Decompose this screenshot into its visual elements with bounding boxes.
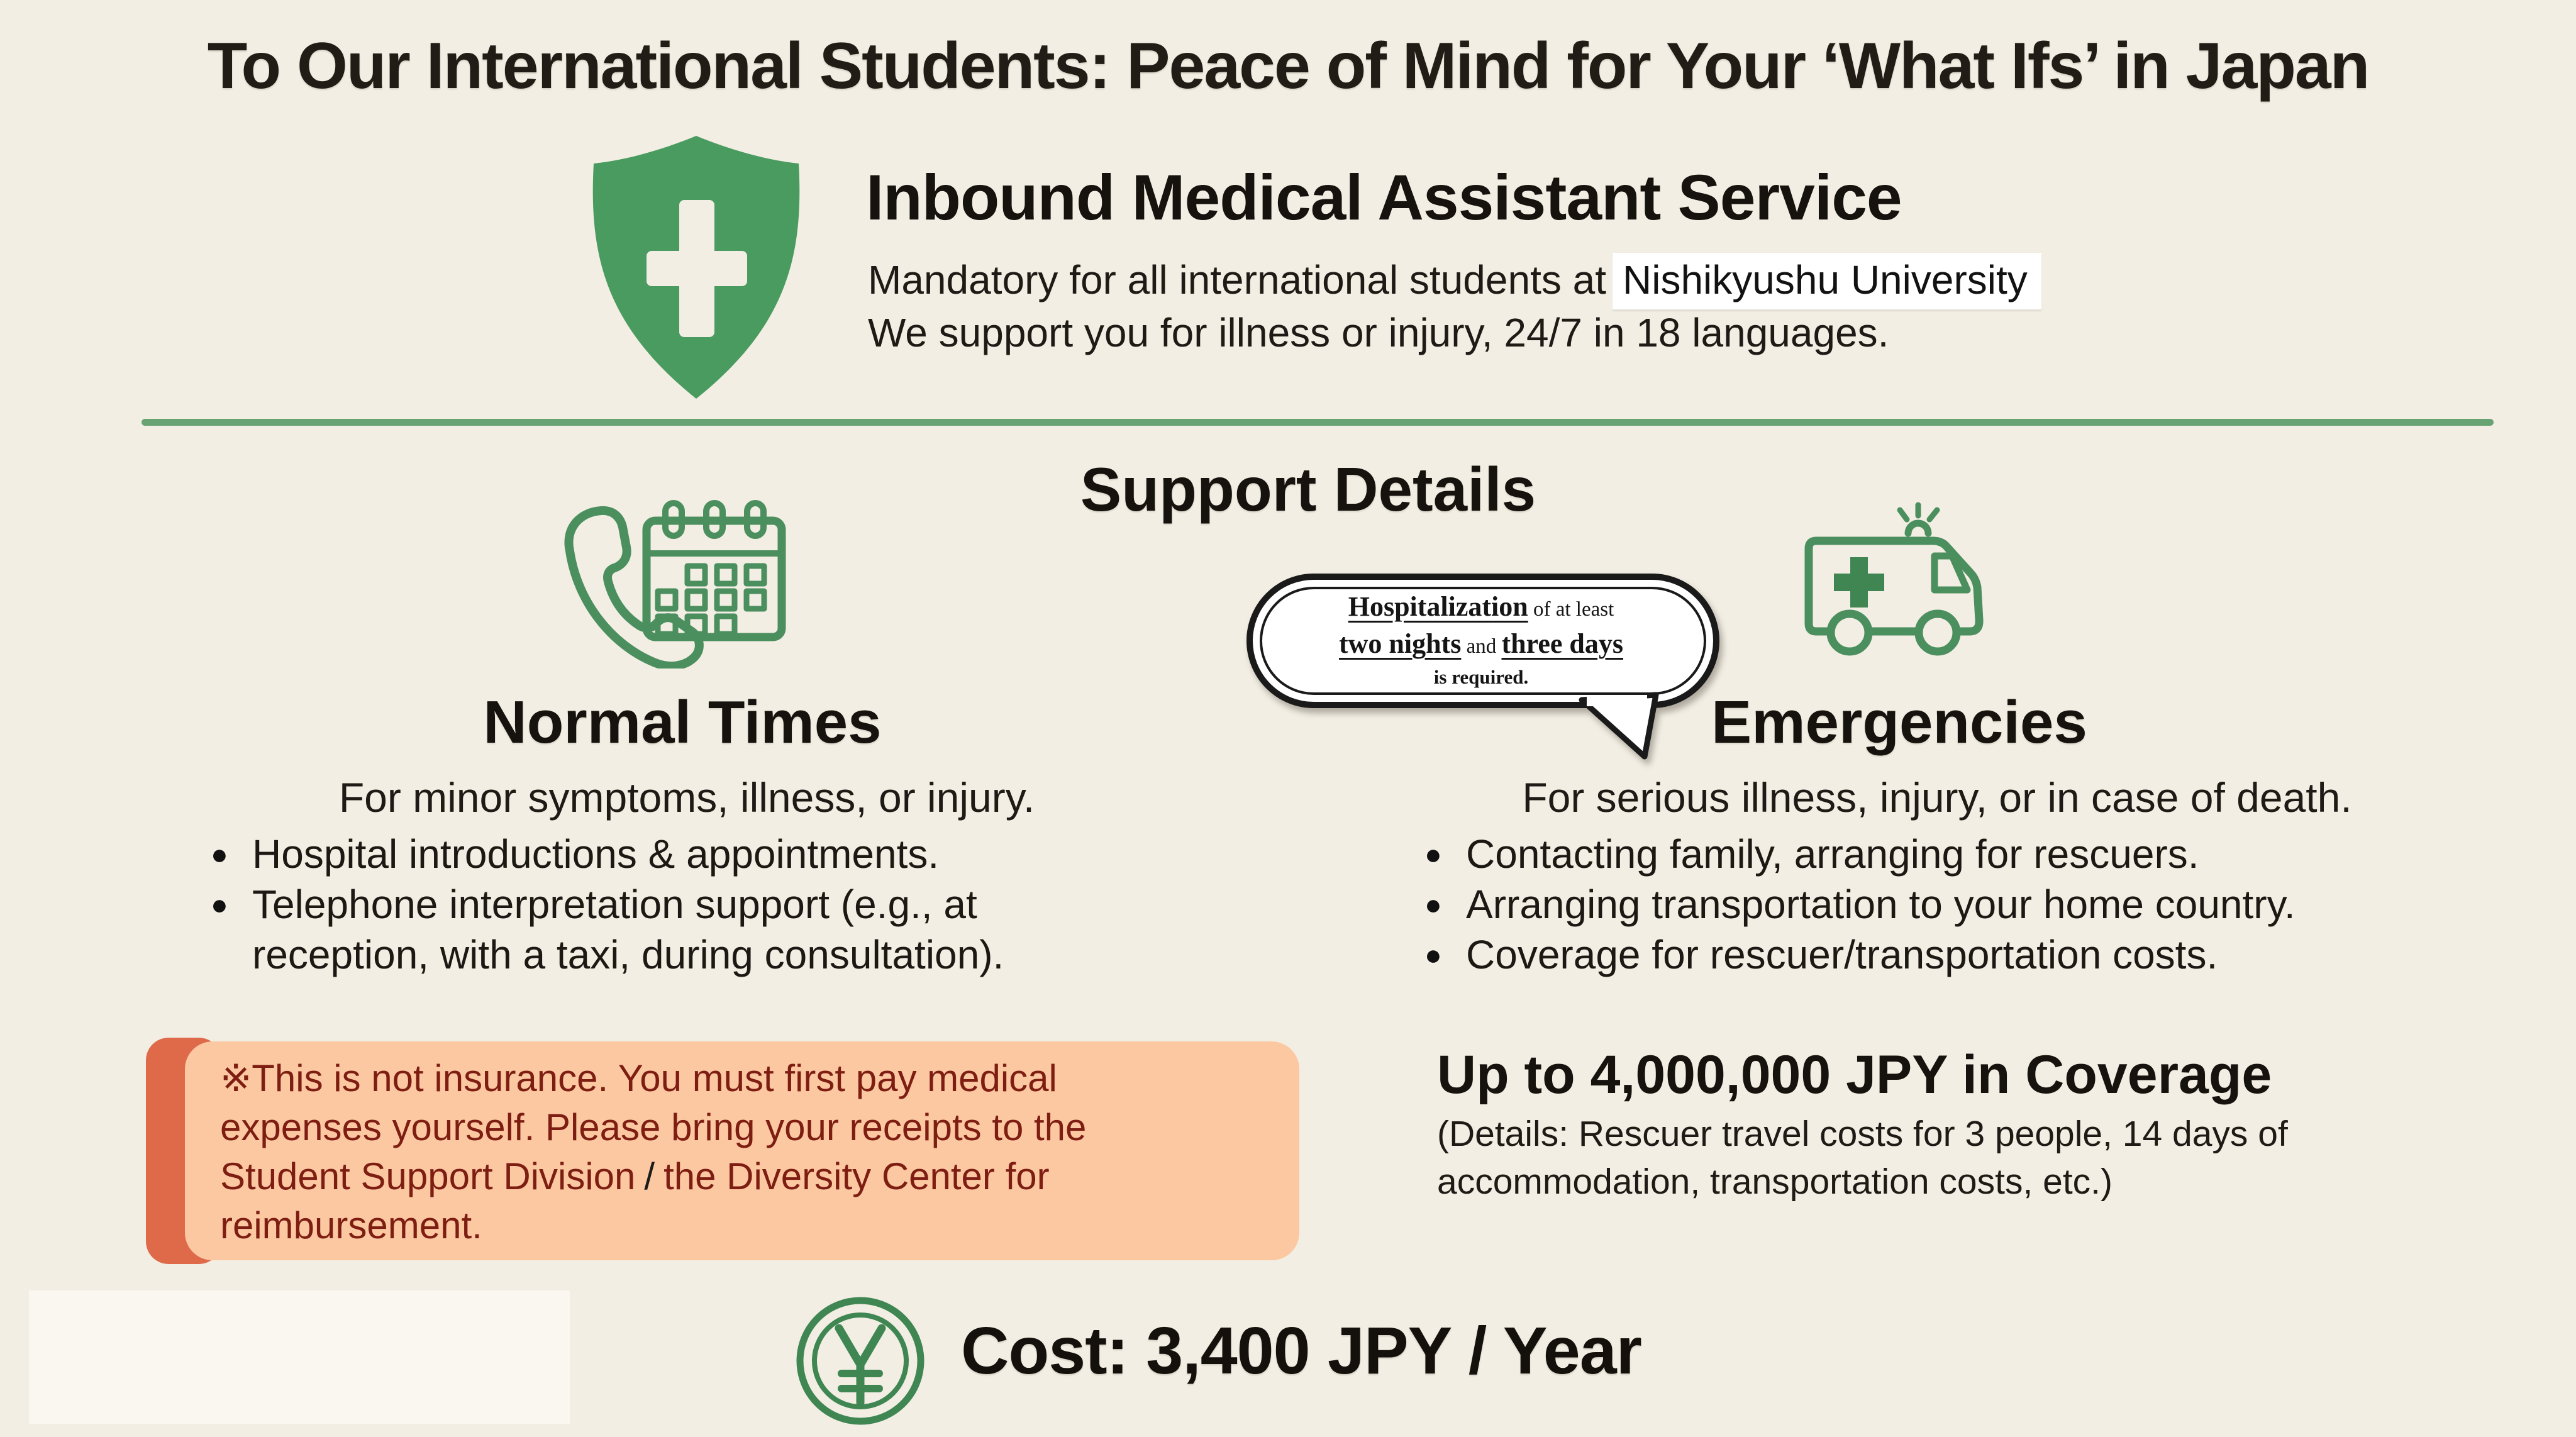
list-item — [1424, 879, 2531, 929]
notice-line-2: expenses yourself. Please bring your receipts to the — [220, 1106, 1087, 1148]
bullet-text: Telephone interpretation support (e.g., at — [252, 882, 977, 927]
bubble-strong-two-nights: two nights — [1338, 628, 1462, 659]
list-item — [1424, 929, 2531, 980]
bullet-dot-icon: ● — [1424, 888, 1442, 921]
background-patch — [29, 1290, 570, 1424]
bubble-rest-1: of at least — [1528, 598, 1614, 621]
normal-times-subtitle: For minor symptoms, illness, or injury. — [338, 774, 1035, 821]
notice-text — [220, 1054, 1252, 1250]
coverage-detail-line: accommodation, transportation costs, etc.) — [1437, 1162, 2112, 1202]
notice-line-3-after: the Diversity Center for — [663, 1155, 1050, 1197]
notice-line-3 — [220, 1152, 1252, 1201]
list-item — [211, 829, 1192, 879]
list-item — [1424, 829, 2531, 879]
shield-cross-icon — [579, 132, 814, 402]
bullet-text: Contacting family, arranging for rescuers. — [1466, 831, 2199, 877]
notice-line-4: reimbursement. — [220, 1204, 482, 1246]
bullet-dot-icon: ● — [1424, 938, 1442, 971]
hospitalization-note — [1261, 589, 1701, 692]
university-name-patch: Nishikyushu University — [1613, 253, 2041, 309]
bullet-dot-icon: ● — [1424, 838, 1442, 870]
support-details-heading: Support Details — [1080, 455, 1536, 524]
section-divider — [142, 419, 2494, 426]
bullet-dot-icon: ● — [211, 838, 228, 870]
coverage-title: Up to 4,000,000 JPY in Coverage — [1437, 1045, 2272, 1105]
bullet-text: Coverage for rescuer/transportation costs. — [1466, 932, 2218, 977]
ambulance-icon — [1796, 497, 2010, 667]
bubble-line-3: is required. — [1433, 666, 1529, 688]
page-title: To Our International Students: Peace of Mind for Your ‘What Ifs’ in Japan — [207, 30, 2369, 103]
bubble-strong-hospitalization: Hospitalization — [1348, 591, 1528, 622]
service-support-line: We support you for illness or injury, 24/7 in 18 languages. — [868, 310, 1889, 355]
bullet-text: reception, with a taxi, during consultation). — [252, 932, 1004, 977]
bubble-strong-three-days: three days — [1501, 628, 1624, 659]
normal-times-bullets — [211, 829, 1192, 980]
bullet-text: Hospital introductions & appointments. — [252, 831, 940, 877]
service-mandatory-line — [868, 253, 2041, 309]
bullet-text: Arranging transportation to your home country. — [1466, 882, 2296, 927]
phone-calendar-icon — [552, 496, 791, 669]
list-item — [211, 879, 1192, 980]
coverage-detail-line: (Details: Rescuer travel costs for 3 people, 14 days of — [1437, 1114, 2288, 1154]
notice-line-3-before: Student Support Division — [220, 1155, 636, 1197]
bubble-mid-and: and — [1461, 635, 1502, 658]
service-heading: Inbound Medical Assistant Service — [866, 162, 1902, 233]
cost-label: Cost: 3,400 JPY / Year — [961, 1314, 1641, 1388]
service-mandatory-prefix: Mandatory for all international students at — [868, 257, 1606, 302]
bubble-line-1 — [1261, 589, 1701, 625]
emergencies-title: Emergencies — [1711, 689, 2087, 756]
emergencies-subtitle: For serious illness, injury, or in case of death. — [1522, 774, 2352, 821]
emergencies-bullets — [1424, 829, 2531, 980]
bullet-dot-icon: ● — [211, 888, 228, 921]
bubble-line-2 — [1261, 625, 1701, 663]
notice-line-1: ※This is not insurance. You must first pay medical — [220, 1057, 1057, 1099]
notice-slash: / — [644, 1155, 655, 1197]
yen-coin-icon — [791, 1292, 930, 1430]
normal-times-title: Normal Times — [483, 689, 882, 756]
